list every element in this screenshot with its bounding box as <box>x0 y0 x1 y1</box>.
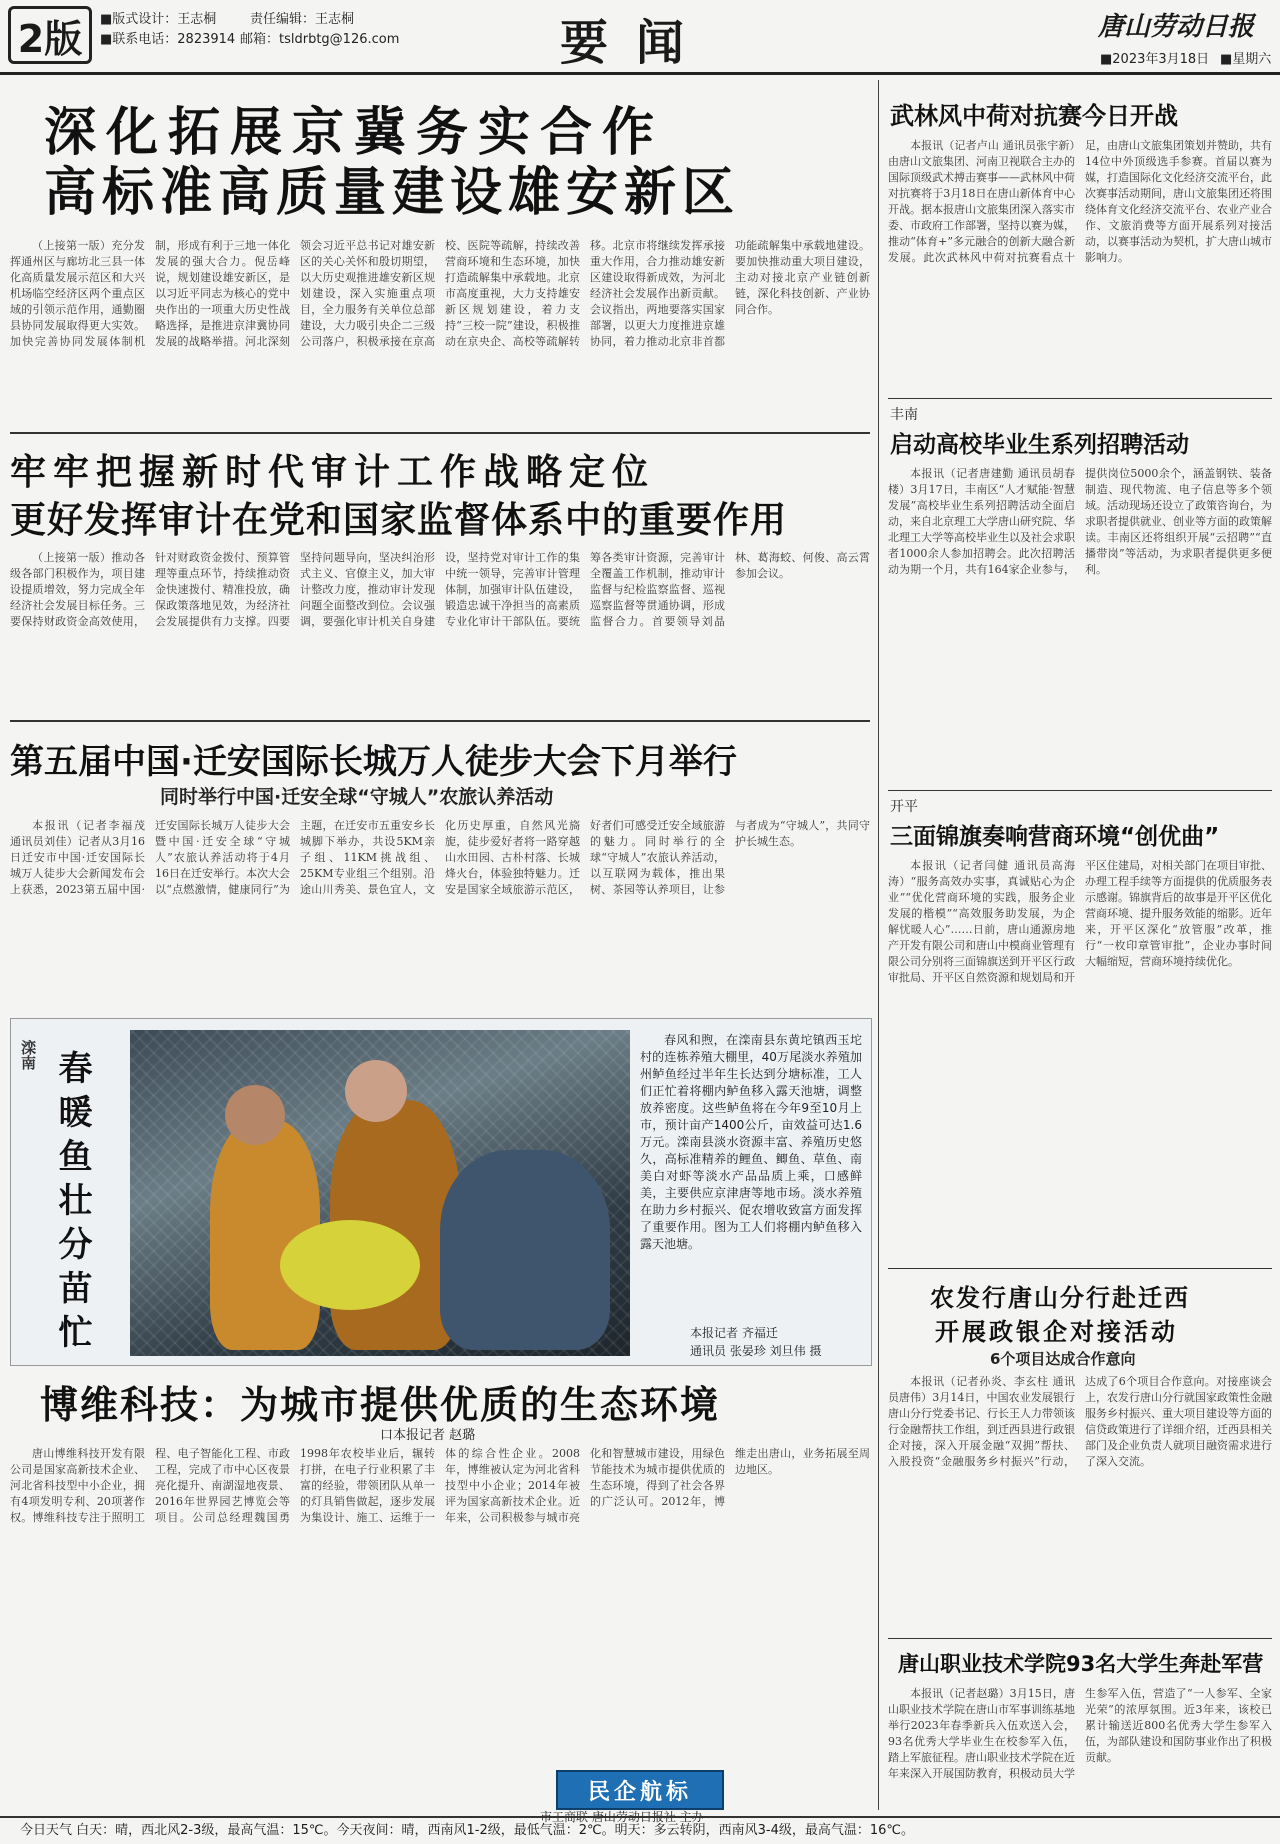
email-contact: 邮箱：tsldrbtg@126.com <box>240 32 400 47</box>
minqi-hangbiao-logo: 民企航标 <box>556 1770 724 1810</box>
article2-paragraph: （上接第一版）推动各级各部门积极作为，项目建设提质增效，努力完成全年经济社会发展目标任务。三要保持财政资金高效使用，针对财政资金拨付、预算管理等重点环节，持续推动资金快速拨付、精准投放，确保政策落地见效，为经济社会发展提供有力支撑。四要坚持问题导向，坚决纠治形式主义、官僚主义，加大审计整改力度，推动审计发现问题全面整改到位。会议强调，要强化审计机关自身建设，坚持党对审计工作的集中统一领导，完善审计管理体制，加强审计队伍建设，锻造忠诚干净担当的高素质专业化审计干部队伍。要统筹各类审计资源，完善审计全覆盖工作机制，推动审计监督与纪检监察监督、巡视巡察监督等贯通协调，形成监督合力。首要领导刘晶林、葛海蛟、何俊、高云霄参加会议。 <box>10 551 870 628</box>
right5-paragraph: 本报讯（记者赵璐）3月15日，唐山职业技术学院在唐山市军事训练基地举行2023年春季新兵入伍欢送入会，93名优秀大学毕业生在校参军入伍，踏上军旅征程。唐山职业技术学院在近年来深入开展国防教育，积极动员大学生参军入伍，营造了“一人参军、全家光荣”的浓厚氛围。近3年来，该校已累计输送近800名优秀大学生参军入伍，为部队建设和国防事业作出了积极贡献。 <box>888 1687 1272 1780</box>
fish-farm-photo <box>130 1030 630 1356</box>
article3-subtitle: 同时举行中国·迁安全球“守城人”农旅认养活动 <box>160 786 554 808</box>
article2-divider <box>10 720 870 722</box>
right1-title: 武林风中荷对抗赛今日开战 <box>890 102 1178 130</box>
column-sponsor: 市工商联 唐山劳动日报社 主办 <box>540 1810 704 1824</box>
worker-head <box>345 1060 407 1122</box>
issue-weekday: ■星期六 <box>1220 52 1272 67</box>
article2-body <box>10 550 870 714</box>
right2-body <box>888 466 1272 784</box>
article4-title: 博维科技：为城市提供优质的生态环境 <box>40 1383 721 1427</box>
article1-body <box>10 238 870 426</box>
article4-paragraph: 唐山博维科技开发有限公司是国家高新技术企业、河北省科技型中小企业，拥有4项发明专利、20项著作权。博维科技专注于照明工程、电子智能化工程、市政工程，完成了市中心区夜景亮化提升、南湖湿地夜景、2016年世界园艺博览会等项目。公司总经理魏国勇1998年农校毕业后，辗转打拼，在电子行业积累了丰富的经验，带领团队从单一的灯具销售做起，逐步发展为集设计、施工、运维于一体的综合性企业。2008年，博维被认定为河北省科技型中小企业；2014年被评为国家高新技术企业。近年来，公司积极参与城市亮化和智慧城市建设，用绿色节能技术为城市提供优质的生态环境，得到了社会各界的广泛认可。2012年，博维走出唐山，业务拓展至周边地区。 <box>10 1447 870 1524</box>
issue-date: ■2023年3月18日 <box>1100 52 1210 67</box>
right4-title-line1: 农发行唐山分行赴迁西 <box>930 1284 1190 1312</box>
article1-paragraph: （上接第一版）充分发挥通州区与廊坊北三县一体化高质量发展示范区和大兴机场临空经济区两个重点区域的引领示范作用，通勤圈县协同发展取得更大实效。加快完善协同发展体制机制，形成有利于三地一体化发展的强大合力。倪岳峰说，规划建设雄安新区，是以习近平同志为核心的党中央作出的一项重大历史性战略选择，是推进京津冀协同发展的战略举措。河北深刻领会习近平总书记对雄安新区的关心关怀和殷切期望，以大历史观推进雄安新区规划建设，深入实施重点项目，全力服务有关单位总部建设，大力吸引央企二三级公司落户，积极承接在京高校、医院等疏解，持续改善营商环境和生态环境，加快打造疏解集中承载地。北京市高度重视，大力支持雄安新区规划建设，着力支持“三校一院”建设，积极推动在京央企、高校等疏解转移。北京市将继续发挥承接重大作用，合力推动雄安新区建设取得新成效，为河北经济社会发展作出新贡献。会议指出，两地要落实国家部署，以更大力度推进京雄协同，着力推动北京非首都功能疏解集中承载地建设。要加快推动重大项目建设，主动对接北京产业链创新链，深化科技创新、产业协同合作。 <box>10 239 870 348</box>
designer-credit: ■版式设计：王志桐 <box>100 12 217 27</box>
right4-divider <box>888 1638 1272 1639</box>
newspaper-brand: 唐山劳动日报 <box>1098 12 1255 42</box>
right4-paragraph: 本报讯（记者孙炎、李玄柱 通讯员唐伟）3月14日，中国农业发展银行唐山分行党委书记、行长王人力带领该行金融帮扶工作组，到迁西县进行政银企对接，深入开展金融“双拥”帮扶、入股投资“金融服务乡村振兴”行动，达成了6个项目合作意向。对接座谈会上，农发行唐山分行就国家政策性金融服务乡村振兴、重大项目建设等方面的信贷政策进行了详细介绍，迁西县相关部门及企业负责人就项目融资需求进行了深入交流。 <box>888 1375 1272 1468</box>
article4-byline: 口本报记者 赵璐 <box>380 1428 476 1443</box>
right4-body <box>888 1374 1272 1632</box>
right4-subtitle: 6个项目达成合作意向 <box>990 1350 1136 1368</box>
article4-body <box>10 1446 870 1806</box>
article1-title-line2: 高标准高质量建设雄安新区 <box>44 163 741 223</box>
right1-body <box>888 138 1272 390</box>
right1-paragraph: 本报讯（记者卢山 通讯员张宇新）由唐山文旅集团、河南卫视联合主办的国际顶级武术搏击赛事——武林风中荷对抗赛将于3月18日在唐山新体育中心开战。据本报唐山文旅集团深入落实市委、市政府工作部署，坚持以赛为媒，推动“体育+”多元融合的创新大融合新发展。此次武林风中荷对抗赛看点十足，由唐山文旅集团策划并赞助，共有14位中外顶级选手参赛。首届以赛为媒，打造国际化文化经济交流平台，此次赛事活动期间，唐山文旅集团还将围绕体育文化经济交流平台、农业产业合作、文旅消费等方面开展系列对接活动，以赛事活动为契机，扩大唐山城市影响力。 <box>888 139 1272 264</box>
worker-figure <box>440 1150 610 1350</box>
photo-story-location: 滦南 <box>19 1040 37 1070</box>
article1-divider <box>10 432 870 434</box>
right3-region: 开平 <box>890 799 918 815</box>
right4-title-line2: 开展政银企对接活动 <box>935 1318 1178 1346</box>
editor-credit: 责任编辑：王志桐 <box>250 12 355 27</box>
page-number: 2版 <box>8 6 92 64</box>
section-title: 要闻 <box>560 15 713 71</box>
article3-body <box>10 818 870 1008</box>
right3-body <box>888 858 1272 1262</box>
photo-caption-paragraph: 春风和煦，在滦南县东黄坨镇西玉坨村的连栋养殖大棚里，40万尾淡水养殖加州鲈鱼经过半年生长达到分塘标准，工人们正忙着将棚内鲈鱼移入露天池塘，调整放养密度。这些鲈鱼将在今年9至10月上市，预计亩产1400公斤，亩效益可达1.6万元。滦南县淡水资源丰富、养殖历史悠久，高标准精养的鲤鱼、鲫鱼、草鱼、南美白对虾等淡水产品品质上乘，口感鲜美，主要供应京津唐等地市场。淡水养殖在助力乡村振兴、促农增收致富方面发挥了重要作用。图为工人们将棚内鲈鱼移入露天池塘。 <box>640 1033 862 1251</box>
worker-head <box>225 1085 285 1145</box>
article2-title-line2: 更好发挥审计在党和国家监督体系中的重要作用 <box>10 500 788 541</box>
article3-title: 第五届中国·迁安国际长城万人徒步大会下月举行 <box>10 742 737 782</box>
right3-title: 三面锦旗奏响营商环境“创优曲” <box>890 824 1220 850</box>
right2-divider <box>888 790 1272 791</box>
right2-paragraph: 本报讯（记者唐建勤 通讯员胡春楼）3月17日，丰南区“人才赋能·智慧发展”高校毕业生系列招聘活动全面启动，来自北京理工大学唐山研究院、华北理工大学等高校毕业生以及社会求职者1000余人参加招聘会。此次招聘活动为期一个月，共有164家企业参与，提供岗位5000余个，涵盖钢铁、装备制造、现代物流、电子信息等多个领域。活动现场还设立了政策咨询台，为求职者提供就业、创业等方面的政策解读。丰南区还将组织开展“云招聘”“直播带岗”等活动，为求职者提供更多便利。 <box>888 467 1272 576</box>
photo-story-caption <box>640 1032 862 1322</box>
column-divider <box>878 80 879 1810</box>
article1-title-line1: 深化拓展京冀务实合作 <box>44 103 665 163</box>
right5-body <box>888 1686 1272 1810</box>
photo-credit-correspondents: 通讯员 张晏珍 刘旦伟 摄 <box>690 1344 822 1358</box>
right3-divider <box>888 1268 1272 1269</box>
article2-title-line1: 牢牢把握新时代审计工作战略定位 <box>10 452 656 493</box>
right2-region: 丰南 <box>890 407 918 423</box>
phone-contact: ■联系电话：2823914 <box>100 32 236 47</box>
fish-basket <box>280 1220 420 1310</box>
right5-title: 唐山职业技术学院93名大学生奔赴军营 <box>898 1652 1264 1676</box>
right3-paragraph: 本报讯（记者闫健 通讯员高海涛）“服务高效办实事，真诚贴心为企业”“优化营商环境的实践，服务企业发展的楷模”“高效服务助发展，为企解忧暖人心”……日前，唐山通源房地产开发有限公司和唐山中模商业管理有限公司分别将三面锦旗送到开平区行政审批局、开平区自然资源和规划局和开平区住建局，对相关部门在项目审批、办理工程手续等方面提供的优质服务表示感谢。锦旗背后的故事是开平区优化营商环境、提升服务效能的缩影。近年来，开平区深化“放管服”改革，推行“一枚印章管审批”，企业办事时间大幅缩短，营商环境持续优化。 <box>888 859 1272 984</box>
right2-title: 启动高校毕业生系列招聘活动 <box>890 432 1189 458</box>
right1-divider <box>888 398 1272 399</box>
weather-forecast: 今日天气 白天：晴，西北风2-3级，最高气温：15℃。今天夜间：晴，西南风1-2级，最低气温：2℃。明天：多云转阴，西南风3-4级，最高气温：16℃。 <box>0 1816 1280 1844</box>
photo-credit-reporter: 本报记者 齐福迁 <box>690 1326 778 1340</box>
article3-paragraph: 本报讯（记者李福茂 通讯员刘佳）记者从3月16日迁安市中国·迁安国际长城万人徒步大会新闻发布会上获悉，2023第五届中国·迁安国际长城万人徒步大会暨中国·迁安全球“守城人”农旅认养活动将于4月16日在迁安举行。本次大会以“点燃激情，健康同行”为主题，在迁安市五重安乡长城脚下举办，共设5KM亲子组、11KM挑战组、25KM专业组三个组别。沿途山川秀美、景色宜人，文化历史厚重，自然风光旖旎，徒步爱好者将一路穿越山水田园、古朴村落、长城烽火台，体验独特魅力。迁安是国家全域旅游示范区，好者们可感受迁安全域旅游的魅力。同时举行的全球“守城人”农旅认养活动，以互联网为载体，推出果树、茶园等认养项目，让参与者成为“守城人”，共同守护长城生态。 <box>10 819 870 896</box>
photo-story-title: 春暖鱼壮分苗忙 <box>52 1050 92 1358</box>
